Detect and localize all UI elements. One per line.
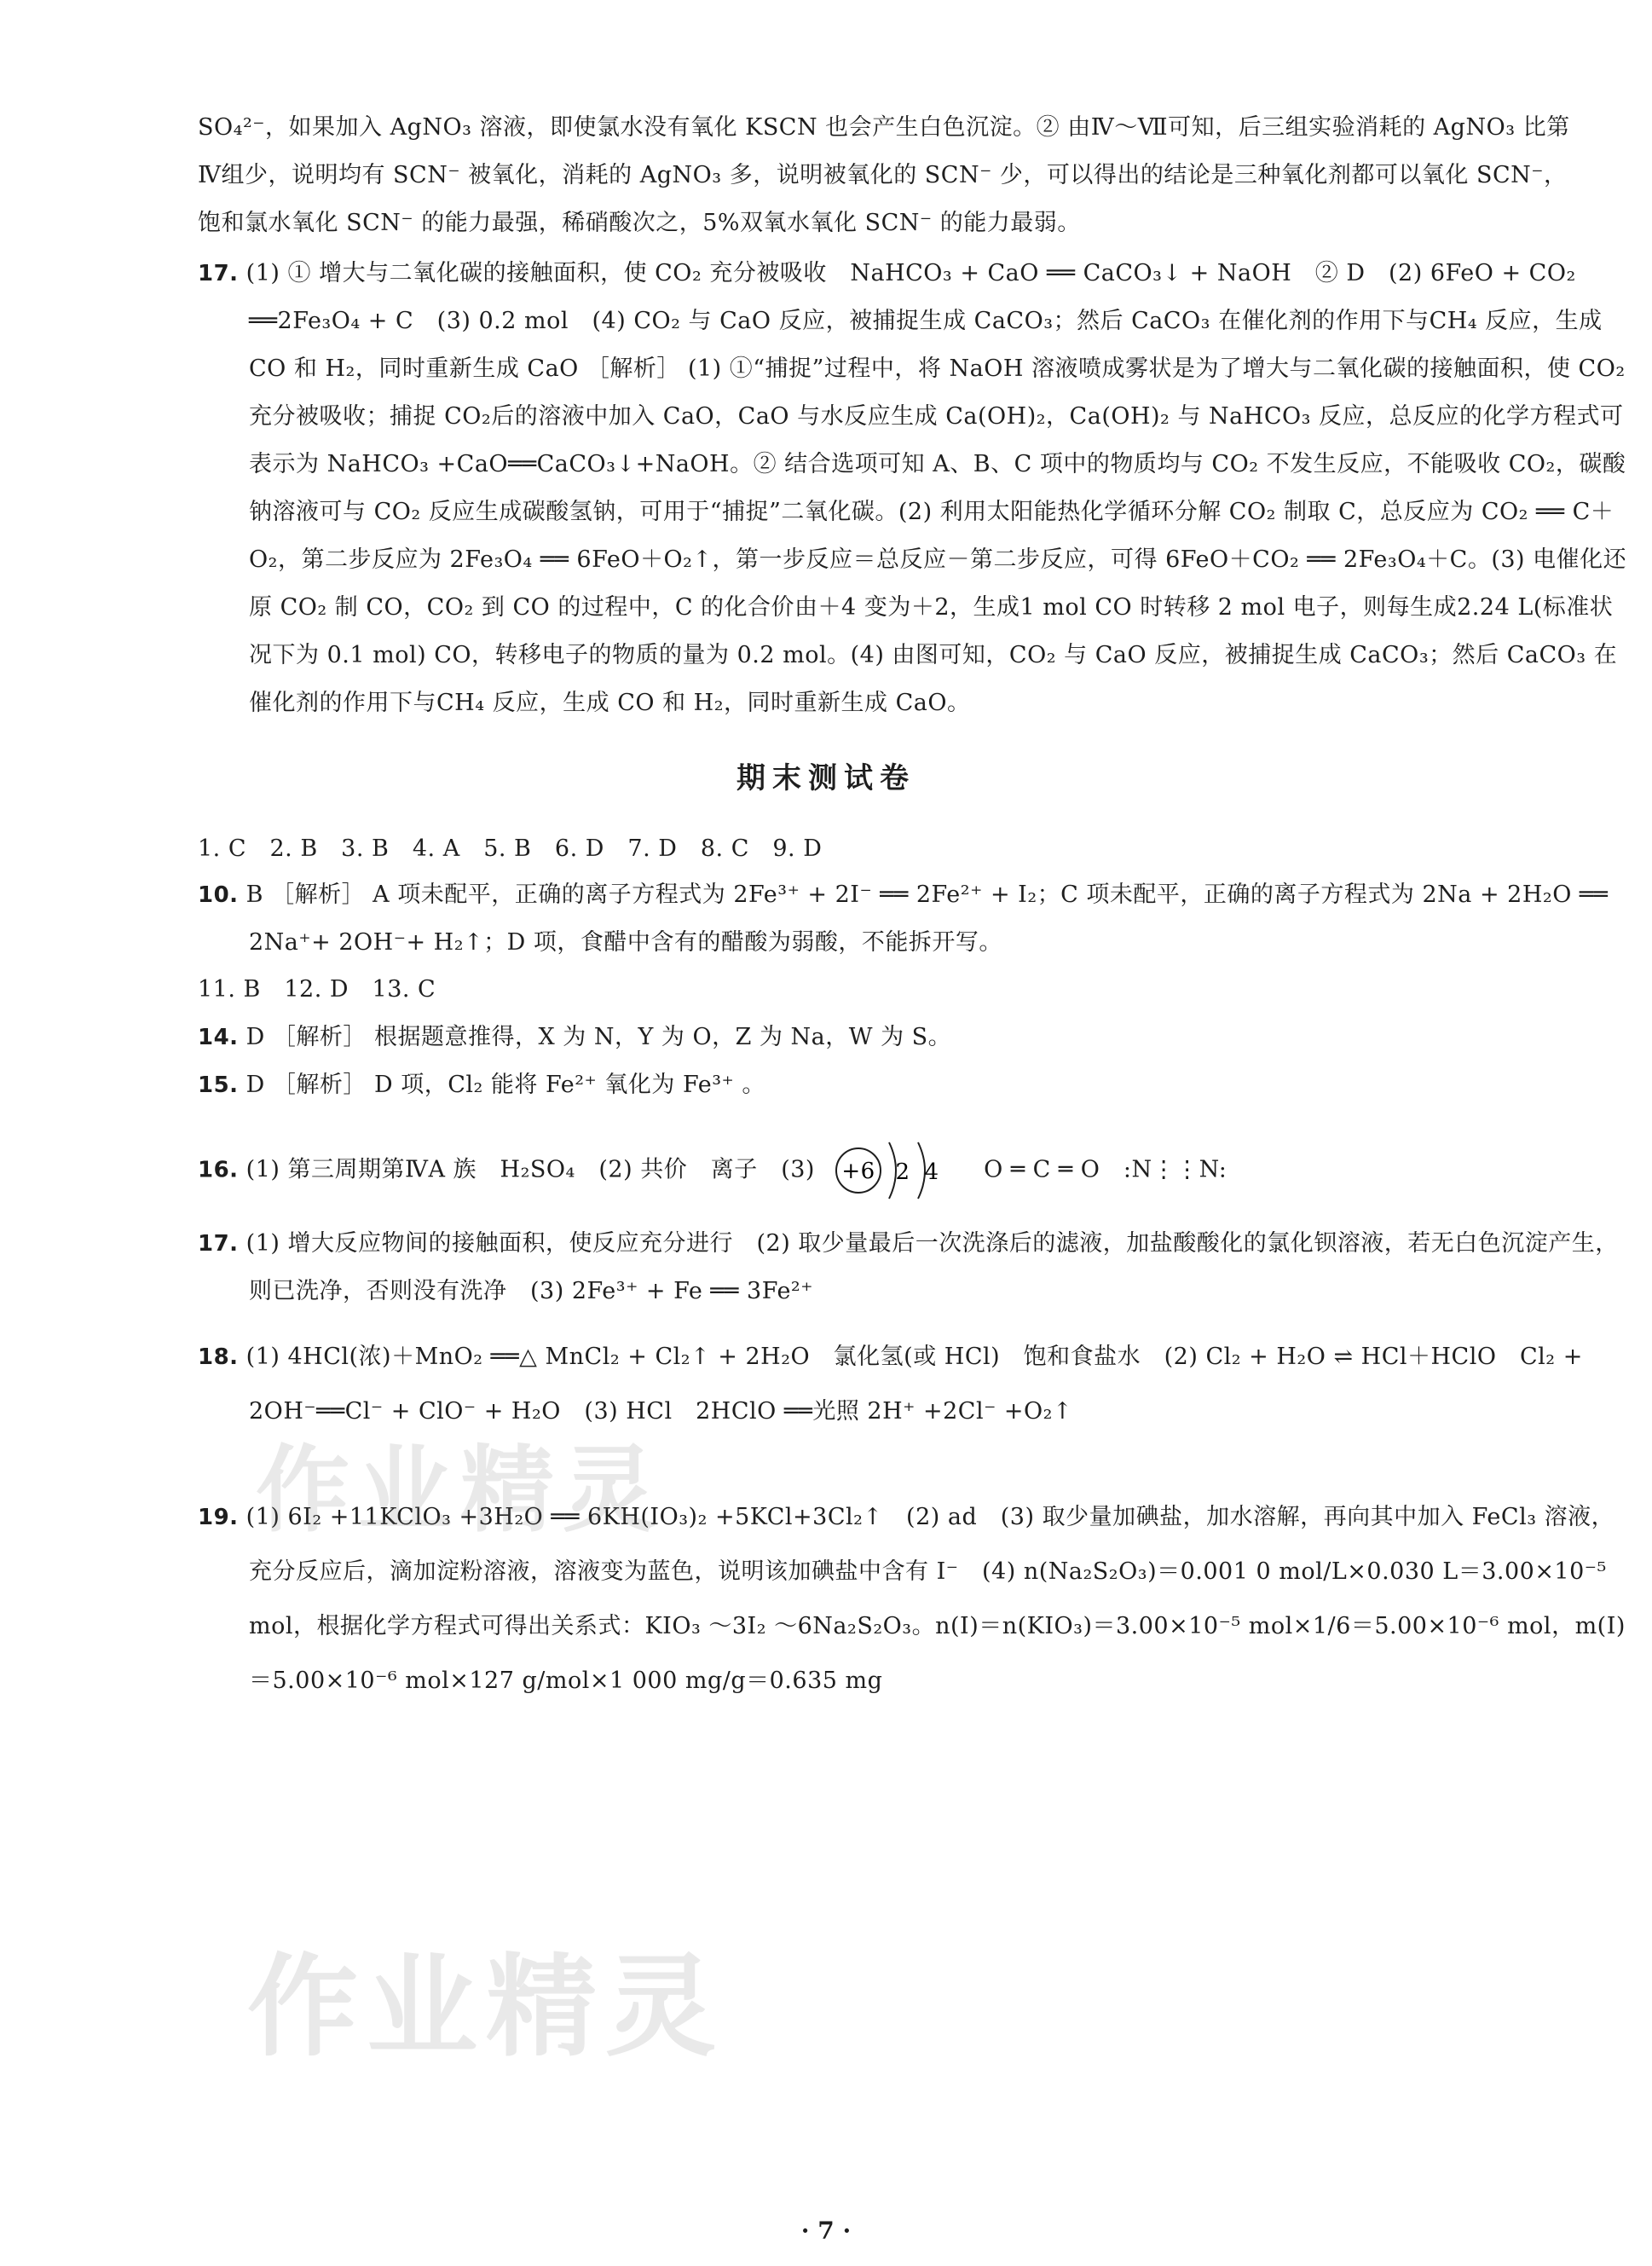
- shell-2-electrons: 4: [924, 1159, 939, 1185]
- q17-previous-answer: [198, 250, 1634, 727]
- sulfur-atom-structure-diagram: [831, 1132, 959, 1209]
- answer-17: [198, 1220, 1634, 1315]
- answer-15-number: 15.: [198, 1072, 239, 1098]
- answer-14-number: 14.: [198, 1025, 239, 1050]
- answer-19-text: (1) 6I₂ +11KClO₃ +3H₂O ══ 6KH(IO₃)₂ +5KCl+3Cl₂↑ (2) ad (3) 取少量加碘盐，加水溶解，再向其中加入 FeCl₃ 溶液，充分反应后，滴加淀粉溶液，溶液变为蓝色，说明该加碘盐中含有 I⁻ (4) n(Na₂S₂O₃)＝0.001 0 mol/L×0.030 L＝3.00×10⁻⁵ mol，根据化学方程式可得出关系式：KIO₃ ～3I₂ ～6Na₂S₂O₃。n(I)＝n(KIO₃)＝3.00×10⁻⁵ mol×1/6＝5.00×10⁻⁶ mol，m(I)＝5.00×10⁻⁶ mol×127 g/mol×1 000 mg/g＝0.635 mg: [245, 1504, 1626, 1694]
- watermark-bottom: 作业精灵: [247, 1942, 725, 2072]
- answer-10: [198, 871, 1634, 967]
- answer-18-text: (1) 4HCl(浓)＋MnO₂ ══△ MnCl₂ + Cl₂↑ + 2H₂O 氯化氢(或 HCl) 饱和食盐水 (2) Cl₂ + H₂O ⇌ HCl＋HClO Cl₂ + 2OH⁻══Cl⁻ + ClO⁻ + H₂O (3) HCl 2HClO ══光照 2H⁺ +2Cl⁻ +O₂↑: [245, 1344, 1583, 1425]
- answer-10-number: 10.: [198, 882, 239, 908]
- page-number: · 7 ·: [800, 2217, 852, 2245]
- answer-17-text: (1) 增大反应物间的接触面积，使反应充分进行 (2) 取少量最后一次洗涤后的滤液，加盐酸酸化的氯化钡溶液，若无白色沉淀产生，则已洗净，否则没有洗净 (3) 2Fe³⁺ + Fe ══ 3Fe²⁺: [245, 1230, 1619, 1304]
- answers-1-9-text: 1. C 2. B 3. B 4. A 5. B 6. D 7. D 8. C 9. D: [198, 835, 823, 862]
- answer-10-text: B ［解析］ A 项未配平，正确的离子方程式为 2Fe³⁺ + 2I⁻ ══ 2Fe²⁺ + I₂；C 项未配平，正确的离子方程式为 2Na + 2H₂O ══ 2Na⁺+ 2OH⁻+ H₂↑；D 项，食醋中含有的醋酸为弱酸，不能拆开写。: [245, 882, 1609, 956]
- answer-16-text-a: (1) 第三周期第ⅣA 族 H₂SO₄ (2) 共价 离子 (3): [245, 1156, 815, 1183]
- answers-11-13: [198, 966, 1583, 1014]
- q16-continuation-text: SO₄²⁻，如果加入 AgNO₃ 溶液，即使氯水没有氧化 KSCN 也会产生白色沉淀。② 由Ⅳ～Ⅶ可知，后三组实验消耗的 AgNO₃ 比第Ⅳ组少，说明均有 SCN⁻ 被氧化，消耗的 AgNO₃ 多，说明被氧化的 SCN⁻ 少，可以得出的结论是三种氧化剂都可以氧化 SCN⁻，饱和氯水氧化 SCN⁻ 的能力最强，稀硝酸次之，5%双氧水氧化 SCN⁻ 的能力最弱。: [198, 114, 1570, 236]
- answer-16: [198, 1132, 1583, 1209]
- section-title: 期末测试卷: [736, 761, 916, 795]
- answer-17-number: 17.: [198, 1231, 239, 1257]
- answer-16-number: 16.: [198, 1157, 239, 1183]
- answer-19-number: 19.: [198, 1505, 239, 1530]
- nucleus-charge: +6: [841, 1159, 875, 1184]
- answers-1-9: [198, 825, 1583, 873]
- answer-16-text-b: O ═ C ═ O :N⋮⋮N:: [984, 1156, 1227, 1183]
- q17-number: 17.: [198, 261, 239, 286]
- watermark-top: 作业精灵: [256, 1436, 665, 1545]
- q17-text: (1) ① 增大与二氧化碳的接触面积，使 CO₂ 充分被吸收 NaHCO₃ + CaO ══ CaCO₃↓ + NaOH ② D (2) 6FeO + CO₂ ══2Fe₃O₄ + C (3) 0.2 mol (4) CO₂ 与 CaO 反应，被捕捉生成 CaCO₃；然后 CaCO₃ 在催化剂的作用下与CH₄ 反应，生成 CO 和 H₂，同时重新生成 CaO ［解析］ (1) ①“捕捉”过程中，将 NaOH 溶液喷成雾状是为了增大与二氧化碳的接触面积，使 CO₂ 充分被吸收；捕捉 CO₂后的溶液中加入 CaO，CaO 与水反应生成 Ca(OH)₂，Ca(OH)₂ 与 NaHCO₃ 反应，总反应的化学方程式可表示为 NaHCO₃ +CaO══CaCO₃↓+NaOH。② 结合选项可知 A、B、C 项中的物质均与 CO₂ 不发生反应，不能吸收 CO₂，碳酸钠溶液可与 CO₂ 反应生成碳酸氢钠，可用于“捕捉”二氧化碳。(2) 利用太阳能热化学循环分解 CO₂ 制取 C，总反应为 CO₂ ══ C＋O₂，第二步反应为 2Fe₃O₄ ══ 6FeO＋O₂↑，第一步反应＝总反应－第二步反应，可得 6FeO＋CO₂ ══ 2Fe₃O₄＋C。(3) 电催化还原 CO₂ 制 CO，CO₂ 到 CO 的过程中，C 的化合价由＋4 变为＋2，生成1 mol CO 时转移 2 mol 电子，则每生成2.24 L(标准状况下为 0.1 mol) CO，转移电子的物质的量为 0.2 mol。(4) 由图可知，CO₂ 与 CaO 反应，被捕捉生成 CaCO₃；然后 CaCO₃ 在催化剂的作用下与CH₄ 反应，生成 CO 和 H₂，同时重新生成 CaO。: [245, 260, 1627, 716]
- answers-11-13-text: 11. B 12. D 13. C: [198, 976, 436, 1003]
- answer-15: [198, 1061, 1583, 1109]
- q16-continuation: [198, 104, 1583, 247]
- shell-1-electrons: 2: [895, 1159, 910, 1185]
- answer-15-text: D ［解析］ D 项，Cl₂ 能将 Fe²⁺ 氧化为 Fe³⁺ 。: [245, 1072, 765, 1098]
- answer-14-text: D ［解析］ 根据题意推得，X 为 N，Y 为 O，Z 为 Na，W 为 S。: [245, 1024, 952, 1050]
- answer-18-number: 18.: [198, 1344, 239, 1370]
- answer-14: [198, 1014, 1583, 1061]
